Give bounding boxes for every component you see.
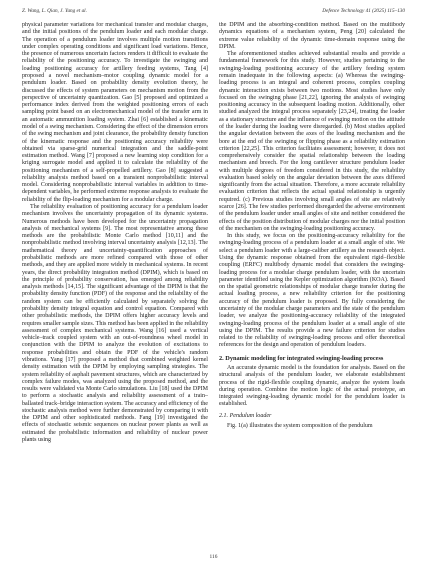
paragraph: Fig. 1(a) illustrates the system composition of the pendulum [227, 423, 373, 430]
left-column [22, 22, 208, 544]
right-column [219, 22, 405, 544]
subsection-heading: 2.1. Pendulum loader [219, 412, 272, 419]
paragraph: The reliability evaluation of positioning accuracy for a pendulum loader mechanism involves the uncertainty propagation of its dynamic systems. Numerous methods have been developed for the uncertainty propagation analysis of mechanical systems [9]. The most representative among these methods are the probabilistic Monte Carlo method [10,11] and the nonprobabilistic method involving interval uncertainty analysis [12,13]. The mathematical theory and uncertainty-quantification approaches of probabilistic methods are more refined compared with those of other methods, and they are applied more widely in mechanical systems. In recent years, the direct probability integration method (DPIM), which is based on the principle of probability conservation, has emerged among reliability analysis methods [14,15]. The significant advantage of the DPIM is that the probability density function (PDF) of the response and the reliability of the random system can be efficiently calculated by separately solving the probability density integral equation and control equation. Compared with other probabilistic methods, the DPIM offers higher accuracy levels and requires smaller sample sizes. This method has been applied in the reliability assessment of complex mechanical systems. Wang [16] used a vertical vehicle–track coupled system with an out-of-roundness wheel model in conjunction with the DPIM to analyze the evolution of excitations to response probabilities and obtain the PDF of the vehicle's random vibrations. Yang [17] proposed a method that combined weighted kernel density estimation with the DPIM by employing sampling strategies. The system reliability of asphalt pavement structures, which are characterized by complex failure modes, was analyzed using the proposed method, and the results were validated via Monte Carlo simulations. Liu [18] used the DPIM to perform a stochastic analysis and reliability assessment of a train–ballasted track–bridge interaction system. The accuracy and efficiency of the stochastic analysis method were further demonstrated by comparing it with the DPIM and other sophisticated methods. Fang [19] investigated the effects of stochastic seismic sequences on nuclear power plants as well as estimated the probabilistic information and reliability of nuclear power plants using [22, 204, 208, 444]
two-column-body [22, 22, 405, 544]
paragraph: In this study, we focus on the positioning-accuracy reliability for the swinging-loading process of a pendulum loader at a small angle of site. We select a pendulum loader with a large-caliber artillery as the research object. Using the dynamic response obtained from the equivalent rigid–flexible coupling (ERFC) multibody dynamic model that considers the swinging-loading process for a modular charge pendulum loader, with the uncertain parameter identified using the Kepler optimization algorithm (KOA). Based on the spatial geometric relationships of modular charge transfer during the actual loading process, a new reliability criterion for the positioning accuracy of the pendulum loader is proposed. By fully considering the uncertainty of the modular charge parameters and the state of the pendulum loader, we analyze the positioning-accuracy reliability of the integrated swinging-loading process of the pendulum loader at a small angle of site using the DPIM. The results provide a new failure criterion for studies related to the reliability of swinging-loading process and offer theoretical references for the design and operation of pendulum loaders. [219, 233, 405, 349]
header-authors: Z. Wang, L. Qian, J. Yang et al. [22, 8, 87, 14]
section-heading: 2. Dynamic modeling for integrated swinging-loading process [219, 354, 384, 362]
paragraph: the DPIM and the absorbing-condition method. Based on the multibody dynamics equations of a mechanism system, Peng [20] calculated the extreme value reliability of the dynamic time-domain response using the DPIM. [219, 22, 405, 50]
running-header [22, 8, 405, 18]
page-number: 116 [209, 554, 218, 560]
paragraph: physical parameter variations for mechanical transfer and modular charges, and the initial positions of the pendulum loader and each modular charge. The operation of a pendulum loader involves multiple motion transitions under complex operating conditions and significant load variations. Hence, the presence of numerous uncertain factors renders it difficult to evaluate the reliability of the positioning accuracy. To investigate the swinging and loading positioning accuracy for artillery feeding systems, Tang [4] proposed a novel mechanism–motor coupling dynamic model for a pendulum loader. Based on probability density evolution theory, he discussed the effects of system parameters on mechanism motion from the perspective of uncertainty quantization. Gao [5] proposed and optimized a performance index derived from the weighted positioning errors of each sampling point based on an electromechanical model of the transfer arm in an automatic ammunition loading system. Zhai [6] established a kinematic model of a swing mechanism. Considering the effect of the dimension errors of the swing mechanism and joint clearance, the probability density function of the kinematic response and the positioning accuracy reliability were obtained via sparse-grid numerical integration and the saddle-point estimation method. Wang [7] proposed a new learning stop condition for a kriging surrogate model and applied it to calculate the reliability of the positioning mechanism of a self-propelled artillery. Gao [8] suggested a reliability analysis method based on a transient nonprobabilistic interval model. Considering nonprobabilistic interval variables in addition to time-dependent variables, he performed extreme response analysis to evaluate the reliability of the flip-loading mechanism for a modular charge. [22, 22, 208, 203]
paragraph: The aforementioned studies achieved substantial results and provide a fundamental framework for this study. However, studies pertaining to the swinging-loading positioning accuracy of the artillery feeding system remain inadequate in the following aspects: (a) Whereas the swinging-loading process is an integral and coherent process, complex coupling dynamic interaction exists between two motions. Most studies have only focused on the swinging phase [21,22], ignoring the analysis of swinging positioning accuracy in the subsequent loading motion. Additionally, other studied analyzed the integral process separately [23,24], treating the loader as a stationary structure and the influence of swinging motion on the attitude of the loader during the loading were disregarded. (b) Most studies applied the angular deviation between the axes of the loading mechanism and the bore at the end of the swinging or flipping phase as a reliability estimation criterion [22,25]. This criterion facilitates assessment; however, it does not comprehensively consider the spatial relationship between the loading mechanism and breech. For the long cantilever structure pendulum loader with multiple degrees of freedom considered in this study, the reliability evaluation based solely on the angular deviation between the axes differed significantly from the actual situation. Therefore, a more accurate reliability evaluation criterion that reflects the actual spatial relationship is urgently required. (c) Previous studies involving small angles of site are relatively scarce [26]. The few studies performed disregarded the adverse environment of the pendulum loader under small angles of site and neither considered the effects of the position distribution of modular charges nor the initial position of the mechanism on the swinging-loading positioning accuracy. [219, 51, 405, 232]
paragraph: An accurate dynamic model is the foundation for analysis. Based on the structural analysis of the pendulum loader, we elaborate establishment process of the rigid-flexible coupling dynamic, analyze the system loads during operation. Combine the motion logic of the actual prototype, an integrated swinging-loading dynamic model for the pendulum loader is established. [219, 365, 405, 408]
header-journal: Defence Technology 41 (2025) 115–130 [322, 8, 405, 14]
